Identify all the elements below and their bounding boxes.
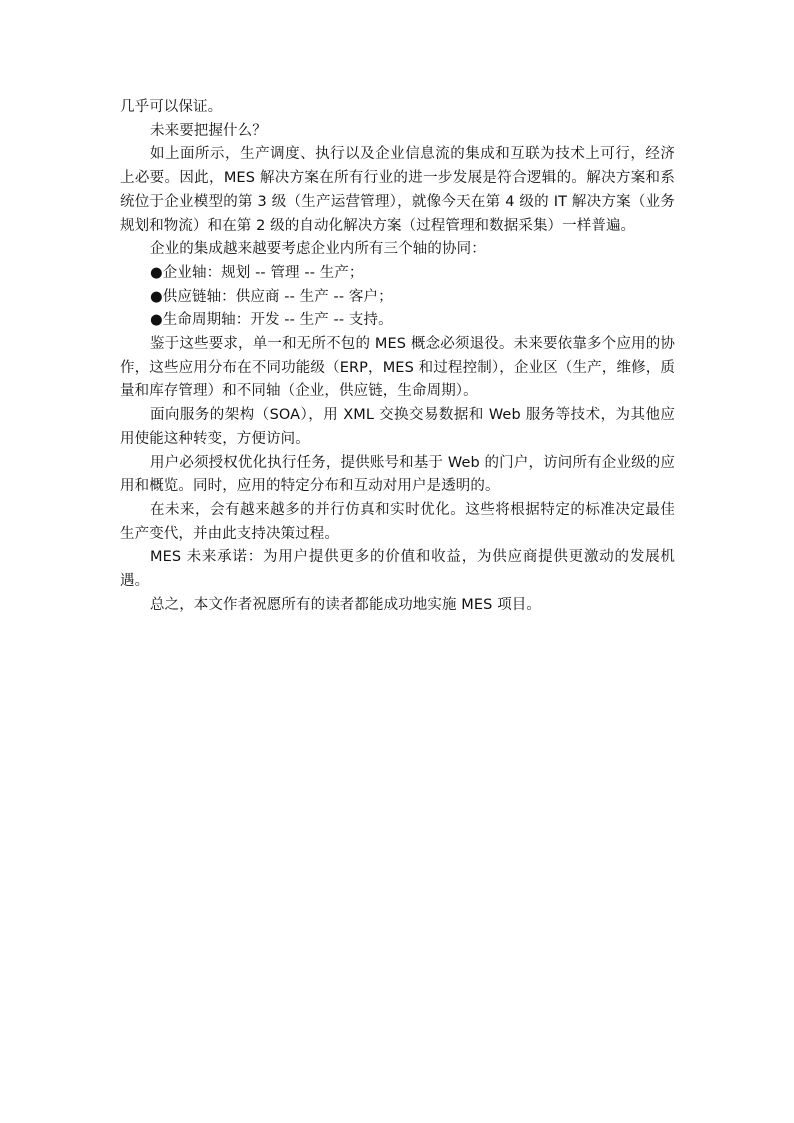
paragraph-simulation: 在未来，会有越来越多的并行仿真和实时优化。这些将根据特定的标准决定最佳生产变代，并由此支持决策过程。 xyxy=(120,501,675,542)
bullet-text: 生命周期轴：开发 -- 生产 -- 支持。 xyxy=(162,312,393,329)
document-body xyxy=(120,96,675,617)
bullet-icon: ● xyxy=(150,288,163,305)
paragraph-continuation: 几乎可以保证。 xyxy=(120,99,223,115)
bullet-item-enterprise-axis xyxy=(120,262,675,286)
bullet-icon: ● xyxy=(150,264,163,281)
bullet-icon: ● xyxy=(150,312,163,329)
paragraph-mes-promise: MES 未来承诺：为用户提供更多的价值和收益，为供应商提供更激动的发展机遇。 xyxy=(120,549,675,590)
bullet-text: 企业轴：规划 -- 管理 -- 生产； xyxy=(162,264,364,281)
paragraph-mes-retire: 鉴于这些要求，单一和无所不包的 MES 概念必须退役。未来要依靠多个应用的协作，这些应用分布在不同功能级（ERP，MES 和过程控制），企业区（生产，维修，质量和库存管理）和不同轴（企业，供应链，生命周期）。 xyxy=(120,336,675,400)
bullet-item-lifecycle-axis xyxy=(120,309,675,333)
paragraph-integration-axes: 企业的集成越来越要考虑企业内所有三个轴的协同： xyxy=(150,241,486,258)
bullet-text: 供应链轴：供应商 -- 生产 -- 客户； xyxy=(162,288,393,305)
paragraph-mes-development: 如上面所示，生产调度、执行以及企业信息流的集成和互联为技术上可行，经济上必要。因此，MES 解决方案在所有行业的进一步发展是符合逻辑的。解决方案和系统位于企业模型的第 3 级（生产运营管理），就像今天在第 4 级的 IT 解决方案（业务规划和物流）和在第 2 级的自动化解决方案（过程管理和数据采集）一样普遍。 xyxy=(120,146,675,234)
paragraph-soa: 面向服务的架构（SOA），用 XML 交换交易数据和 Web 服务等技术，为其他应用使能这种转变，方便访问。 xyxy=(120,407,675,447)
paragraph-user-portal: 用户必须授权优化执行任务，提供账号和基于 Web 的门户，访问所有企业级的应用和概览。同时，应用的特定分布和互动对用户是透明的。 xyxy=(120,454,675,495)
bullet-item-supply-chain-axis xyxy=(120,286,675,310)
paragraph-question: 未来要把握什么？ xyxy=(150,122,267,139)
paragraph-conclusion: 总之，本文作者祝愿所有的读者都能成功地实施 MES 项目。 xyxy=(150,596,541,613)
